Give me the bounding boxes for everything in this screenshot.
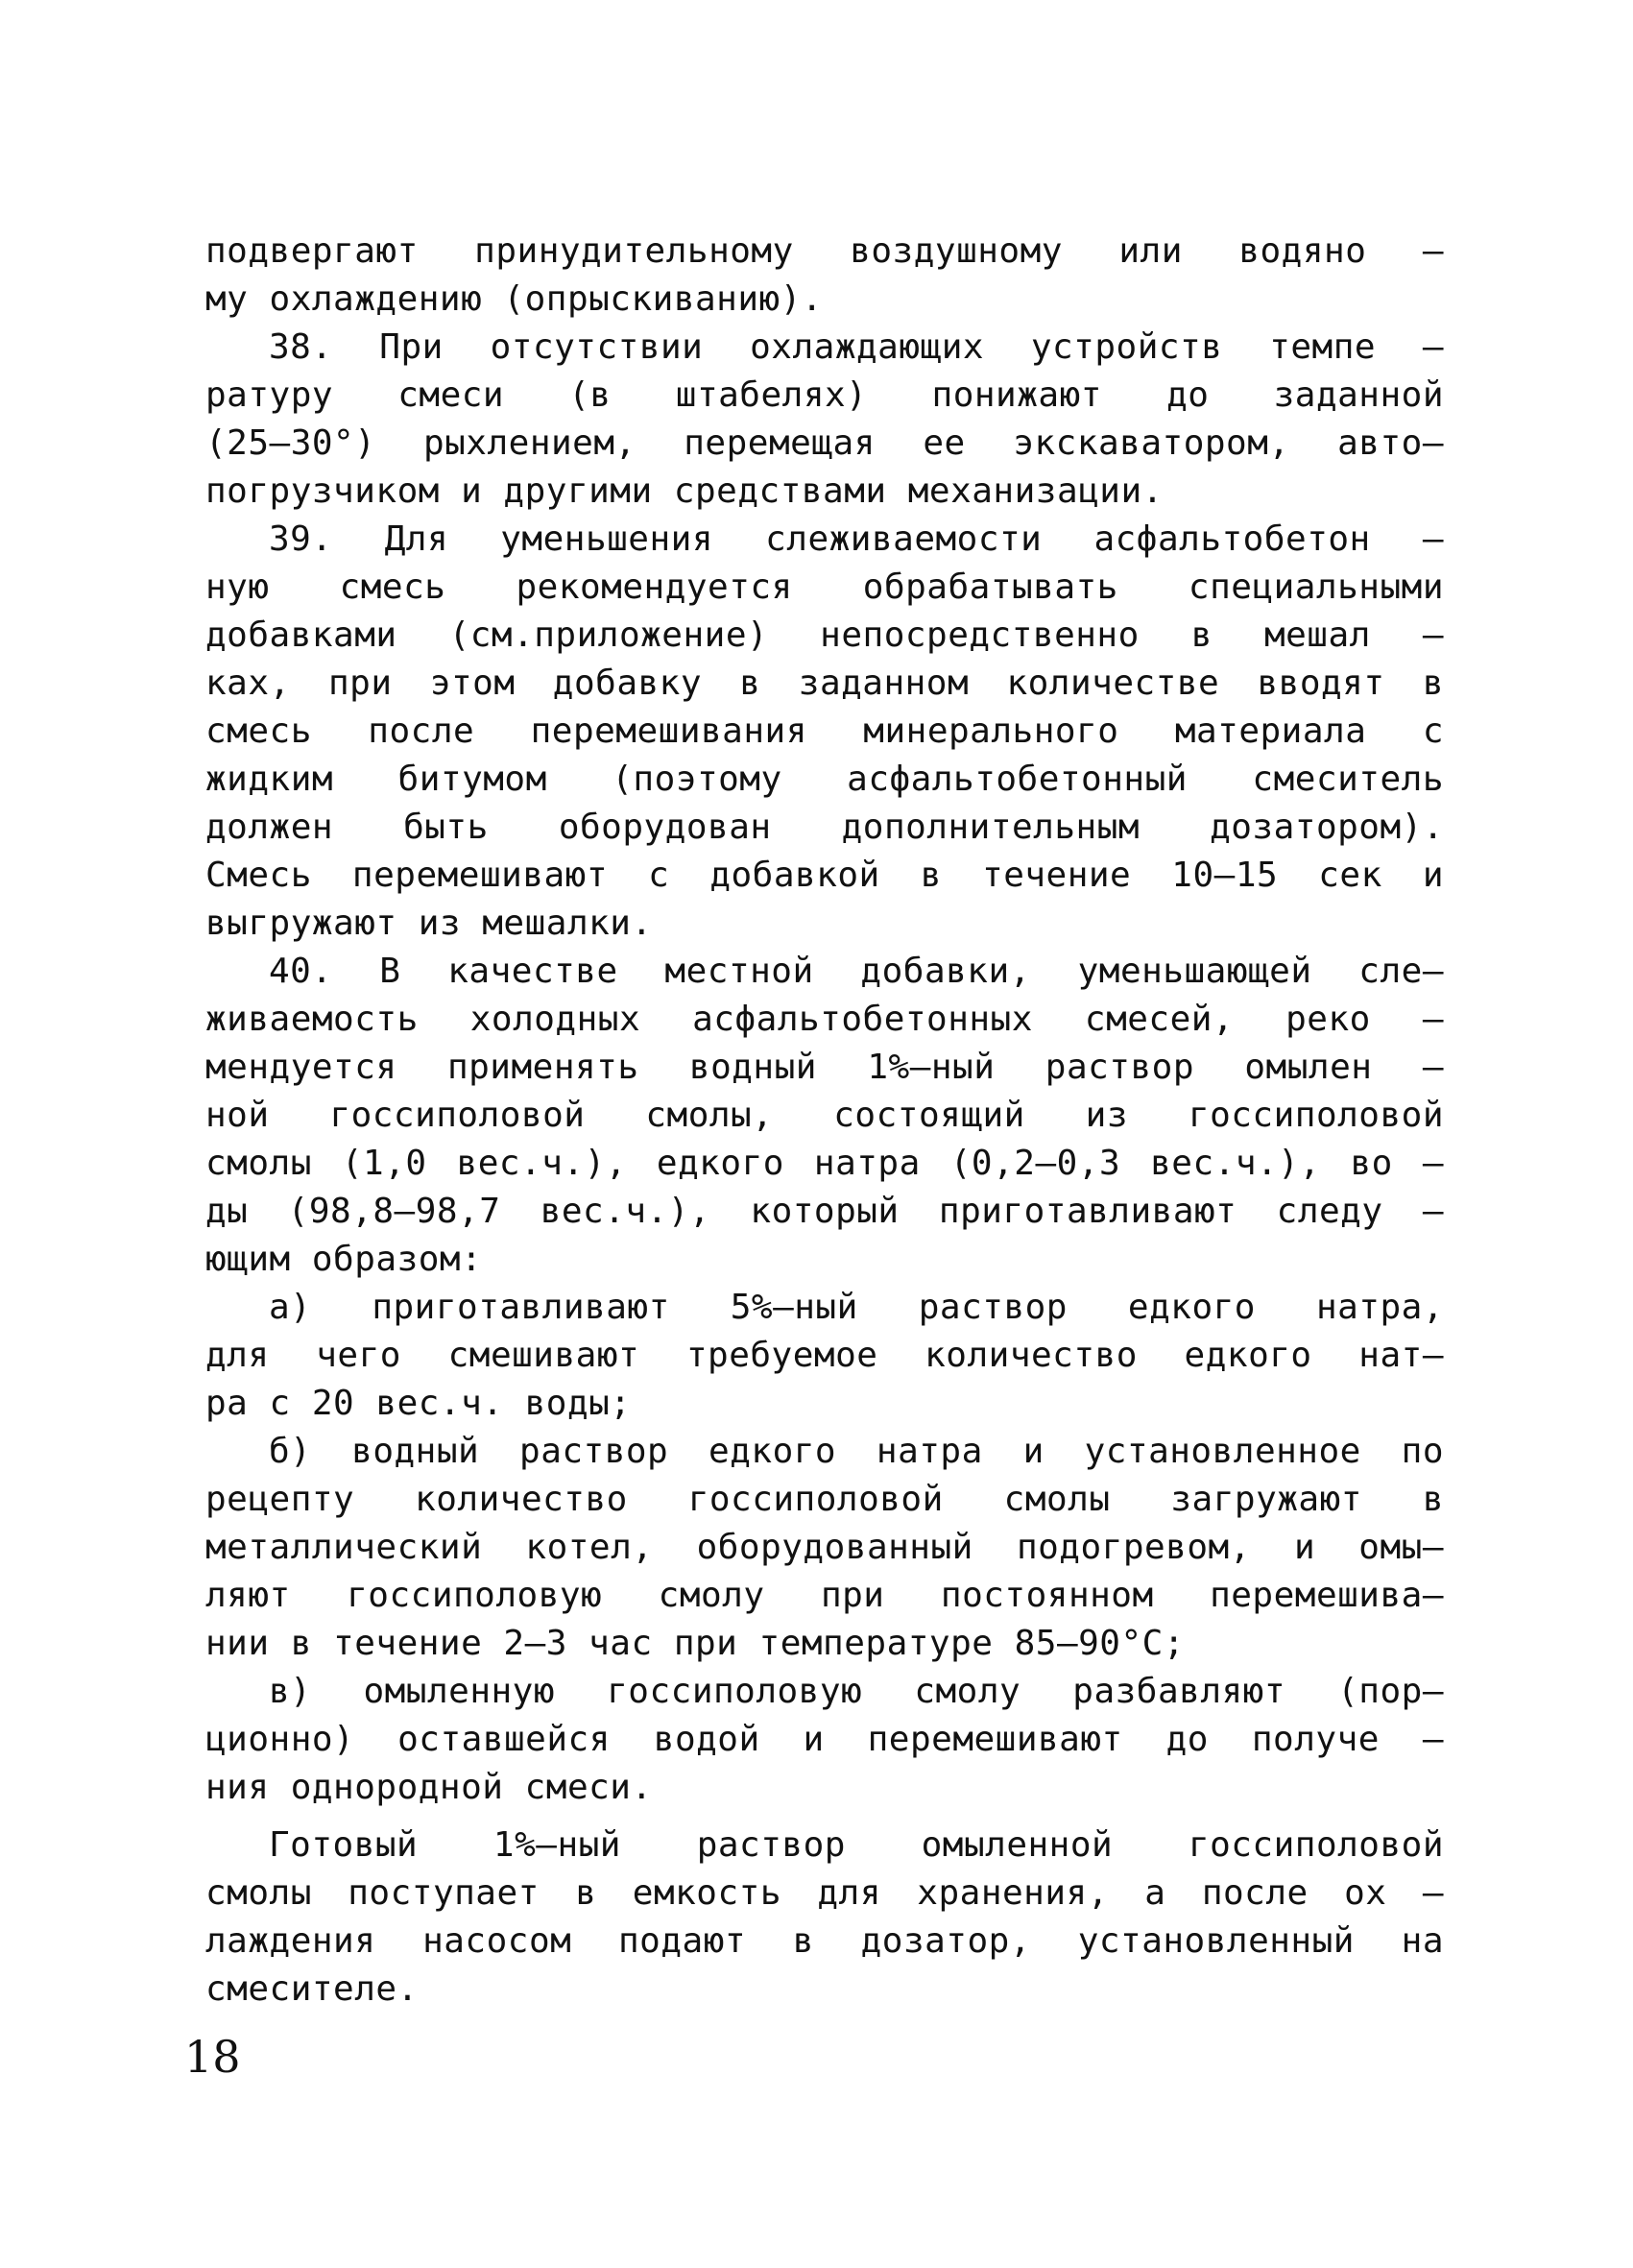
text-line: подвергают принудительному воздушному или водяно –	[205, 231, 1444, 271]
text-line: ной госсиполовой смолы, состоящий из госсиполовой	[205, 1096, 1444, 1135]
text-line: металлический котел, оборудованный подогревом, и омы–	[205, 1528, 1444, 1567]
text-line: Смесь перемешивают с добавкой в течение 10–15 сек и	[205, 856, 1444, 895]
text-line: смесителе.	[205, 1969, 419, 2009]
text-line: добавками (см.приложение) непосредственно в мешал –	[205, 615, 1444, 655]
text-line: в) омыленную госсиполовую смолу разбавляют (пор–	[269, 1672, 1444, 1711]
text-line: б) водный раствор едкого натра и установленное по	[269, 1432, 1444, 1471]
text-line: ную смесь рекомендуется обрабатывать специальными	[205, 567, 1444, 607]
text-line: смесь после перемешивания минерального материала с	[205, 712, 1444, 751]
text-line: му охлаждению (опрыскиванию).	[205, 279, 824, 319]
text-line: жидким битумом (поэтому асфальтобетонный смеситель	[205, 760, 1444, 799]
text-line: Готовый 1%–ный раствор омыленной госсиполовой	[269, 1825, 1444, 1865]
text-line: ния однородной смеси.	[205, 1768, 653, 1807]
text-line: рецепту количество госсиполовой смолы загружают в	[205, 1480, 1444, 1519]
text-line: мендуется применять водный 1%–ный раствор омылен –	[205, 1048, 1444, 1087]
text-line: ках, при этом добавку в заданном количестве вводят в	[205, 664, 1444, 703]
text-line: ра с 20 вес.ч. воды;	[205, 1384, 632, 1423]
text-line: 40. В качестве местной добавки, уменьшающей сле–	[269, 952, 1444, 991]
text-line: для чего смешивают требуемое количество едкого нат–	[205, 1336, 1444, 1375]
text-line: ратуру смеси (в штабелях) понижают до заданной	[205, 375, 1444, 415]
text-line: ды (98,8–98,7 вес.ч.), который приготавливают следу –	[205, 1192, 1444, 1231]
text-line: 39. Для уменьшения слеживаемости асфальтобетон –	[269, 519, 1444, 559]
text-line: погрузчиком и другими средствами механизации.	[205, 471, 1164, 511]
text-line: должен быть оборудован дополнительным дозатором).	[205, 808, 1444, 847]
text-line: выгружают из мешалки.	[205, 904, 653, 943]
text-line: ляют госсиполовую смолу при постоянном перемешива–	[205, 1576, 1444, 1615]
text-line: нии в течение 2–3 час при температуре 85–90°С;	[205, 1624, 1185, 1663]
text-line: смолы (1,0 вес.ч.), едкого натра (0,2–0,3 вес.ч.), во –	[205, 1144, 1444, 1183]
text-line: ционно) оставшейся водой и перемешивают до получе –	[205, 1720, 1444, 1759]
text-line: смолы поступает в емкость для хранения, а после ох –	[205, 1873, 1444, 1913]
text-line: а) приготавливают 5%–ный раствор едкого натра,	[269, 1288, 1444, 1327]
text-line: живаемость холодных асфальтобетонных смесей, реко –	[205, 1000, 1444, 1039]
text-line: (25–30°) рыхлением, перемещая ее экскаватором, авто–	[205, 423, 1444, 463]
text-line: лаждения насосом подают в дозатор, установленный на	[205, 1921, 1444, 1961]
text-line: ющим образом:	[205, 1240, 483, 1279]
text-line: 38. При отсутствии охлаждающих устройств темпе –	[269, 327, 1444, 367]
page-number: 18	[184, 2031, 241, 2083]
